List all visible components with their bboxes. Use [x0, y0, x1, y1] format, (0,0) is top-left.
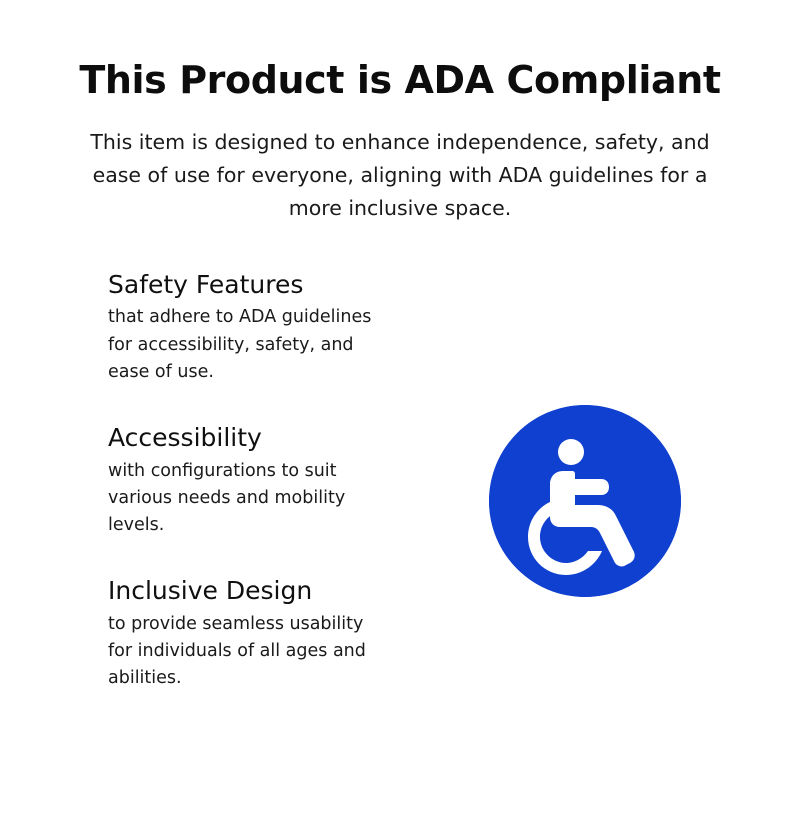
feature-item-safety — [108, 269, 400, 386]
feature-description: that adhere to ADA guidelines for accessibility, safety, and ease of use. — [108, 307, 372, 383]
feature-title: Inclusive Design — [108, 576, 313, 606]
page-title: This Product is ADA Compliant — [79, 58, 721, 102]
feature-list — [0, 269, 400, 692]
feature-description: with configurations to suit various needs and mobility levels. — [108, 460, 346, 536]
feature-title: Accessibility — [108, 423, 262, 453]
accessibility-badge — [489, 405, 681, 597]
feature-title: Safety Features — [108, 270, 304, 300]
content-area — [0, 269, 800, 692]
feature-description: to provide seamless usability for individuals of all ages and abilities. — [108, 613, 366, 689]
feature-item-inclusive-design — [108, 575, 400, 692]
wheelchair-accessibility-icon — [489, 405, 681, 597]
feature-item-accessibility — [108, 422, 400, 539]
intro-paragraph: This item is designed to enhance independence, safety, and ease of use for everyone, aligning with ADA guidelines for a more inclusive space. — [90, 129, 710, 220]
